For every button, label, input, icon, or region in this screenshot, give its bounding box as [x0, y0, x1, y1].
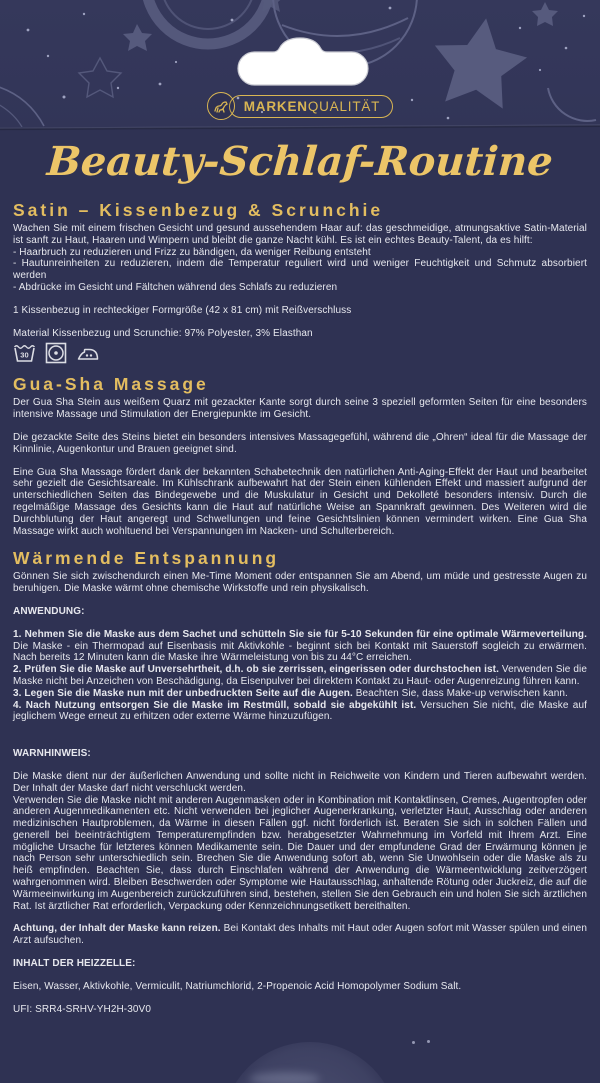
- warnhinweis-paragraph: Verwenden Sie die Maske nicht mit anderen Augenmasken oder in Kombination mit Kontaktlinsen, Cremes, Augentropfen oder anderen Augenmedikamenten etc. Nicht verwenden bei jeglicher Augenerkrankung, verletzter Haut, Ausschlag oder anderen medizinischen Hautproblemen, da Wärme in diesen Fällen ggf. nicht förderlich ist. Beraten Sie sich in solchen Fällen und generell bei beeinträchtigtem Temperaturempfinden bzw. herabgesetzter Wahrnehmung im Vorfeld mit Ihrem Arzt. Eine mögliche Ursache für letzteres können Medikamente sein. Die Dauer und der empfundene Grad der Erwärmung können je nach Person sehr unterschiedlich sein. Brechen Sie die Anwendung sofort ab, wenn Sie Unwohlsein oder die Maske als zu heiß empfinden. Beachten Sie, dass durch Einschlafen während der Anwendung die Wärmeentwicklung zeitverzögert wahrgenommen wird. Bleiben Beschwerden oder Symptome wie Hautausschlag, anhaltende Rötung oder Juckreiz, die auf die Wärmeeinwirkung im Augenbereich zurückzuführen sind, bestehen, stellen Sie den Gebrauch ein und holen Sie sich ärztlichen Rat. Ist ärztlicher Rat erforderlich, Verpackung oder Kennzeichnungsetikett bereithalten.: [13, 794, 587, 912]
- step-text: Beachten Sie, dass Make-up verwischen kann.: [352, 687, 568, 699]
- inhalt-text: Eisen, Wasser, Aktivkohle, Vermiculit, Natriumchlorid, 2-Propenoic Acid Homopolymer Sodium Salt.: [13, 980, 462, 992]
- waerme-intro: Gönnen Sie sich zwischendurch einen Me-Time Moment oder entspannen Sie am Abend, um müde und gestresste Augen zu beruhigen. Die Maske wärmt ohne chemische Wirkstoffe und rein physikalisch.: [13, 571, 587, 595]
- guasha-paragraph: Der Gua Sha Stein aus weißem Quarz mit gezackter Kante sorgt durch seine 3 speziell geformten Seiten für eine besonders intensive Massage und Stimulation der Energiepunkte im Gesicht.: [13, 397, 587, 421]
- satin-bullet: - Abdrücke im Gesicht und Fältchen während des Schlafs zu reduzieren: [13, 281, 338, 293]
- ufi-code: UFI: SRR4-SRHV-YH2H-30V0: [13, 1003, 151, 1015]
- satin-bullet: - Hautunreinheiten zu reduzieren, indem die Temperatur reguliert wird und weniger Feuchtigkeit und Schmutz absorbiert werden: [13, 258, 587, 282]
- achtung-note: [13, 923, 587, 947]
- satin-intro: Wachen Sie mit einem frischen Gesicht und gesund aussehendem Haar auf: das geschmeidige, atmungsaktive Satin-Material ist sanft zu Haut, Haaren und Wimpern und bleibt die ganze Nacht kühl. Es ist ein echtes Beauty-Talent, da es hilft:: [13, 223, 587, 246]
- anwendung-step: [13, 688, 587, 700]
- anwendung-label: ANWENDUNG:: [13, 605, 85, 617]
- step-lead: 1. Nehmen Sie die Maske aus dem Sachet und schütteln Sie sie für 5-10 Sekunden für eine optimale Wärmeverteilung.: [13, 628, 587, 640]
- satin-bullet: - Haarbruch zu reduzieren und Frizz zu bändigen, da weniger Reibung entsteht: [13, 246, 371, 258]
- section-heading-guasha: Gua-Sha Massage: [13, 374, 209, 395]
- guasha-paragraph: Eine Gua Sha Massage fördert dank der bekannten Schabetechnik den natürlichen Anti-Aging-Effekt der Haut und bearbeitet sehr gezielt die Gesichtsareale. Im Kühlschrank aufbewahrt hat der Stein einen kühlenden Effekt und massiert aufgrund der unterschiedlichen Seiten das Bindegewebe und die Muskulatur in Gesicht und Dekolleté besonders intensiv. Durch die regelmäßige Massage des Gesichts kann die Haut auf natürliche Weise an Spannkraft gewinnen. Des Weiteren wird die Durchblutung der Haut angeregt und Schwellungen und feine Gesichtslinien können vermindert wirken. Eine Gua Sha Massage wirkt auch wohltuend bei Verspannungen im Nacken- und Schulterbereich.: [13, 466, 587, 537]
- badge-text-qualitaet: QUALITÄT: [307, 98, 381, 114]
- care-symbols: [13, 342, 587, 364]
- section-heading-waerme: Wärmende Entspannung: [13, 548, 280, 569]
- panel-text-content: [0, 200, 600, 1015]
- warnhinweis-paragraph: Die Maske dient nur der äußerlichen Anwendung und sollte nicht in Reichweite von Kindern und Tieren aufbewahrt werden. Der Inhalt der Maske darf nicht verschluckt werden.: [13, 770, 587, 794]
- inhalt-label: INHALT DER HEIZZELLE:: [13, 958, 136, 970]
- step-text: Versuchen Sie nicht, die Maske auf jeglichem Wege erneut zu erhitzen oder externe Wärme hinzuzufügen.: [13, 699, 587, 723]
- satin-material: Material Kissenbezug und Scrunchie: 97% Polyester, 3% Elasthan: [13, 327, 313, 339]
- anwendung-step: [13, 664, 587, 688]
- step-text: Die Maske - ein Thermopad auf Eisenbasis mit Aktivkohle - beginnt sich bei Kontakt mit Sauerstoff sogleich zu erwärmen. Nach bereits 12 Minuten kann die Maske ihre Wärmeleistung von bis zu 44°C erreichen.: [13, 640, 587, 664]
- product-title: Beauty-Schlaf-Routine: [45, 137, 555, 185]
- warnhinweis-label: WARNHINWEIS:: [13, 748, 91, 760]
- achtung-text: Bei Kontakt des Inhalts mit Haut oder Augen sofort mit Wasser spülen und einen Arzt aufsuchen.: [13, 923, 587, 947]
- badge-text-marken: MARKEN: [243, 98, 308, 114]
- section-heading-satin: Satin – Kissenbezug & Scrunchie: [13, 200, 384, 220]
- bottom-moon-glow: [250, 1072, 320, 1083]
- top-flap: [0, 0, 600, 127]
- step-lead: 2. Prüfen Sie die Maske auf Unversehrtheit, d.h. ob sie zerrissen, eingerissen oder durchstochen ist.: [13, 664, 499, 676]
- achtung-lead: Achtung, der Inhalt der Maske kann reizen.: [13, 923, 221, 935]
- centaur-emblem-icon: [207, 92, 235, 120]
- anwendung-step: [13, 700, 587, 724]
- anwendung-step: [13, 629, 587, 664]
- step-lead: 4. Nach Nutzung entsorgen Sie die Maske im Restmüll, sobald sie abgekühlt ist.: [13, 699, 417, 711]
- iron-icon: [76, 342, 100, 364]
- tumble-dry-icon: [45, 342, 67, 364]
- quality-badge-label: [229, 95, 393, 118]
- star-dot: [412, 1041, 415, 1044]
- svg-text:30: 30: [20, 350, 29, 360]
- step-lead: 3. Legen Sie die Maske nun mit der unbedruckten Seite auf die Augen.: [13, 687, 353, 699]
- star-dot: [427, 1040, 430, 1043]
- wash-30-icon: [13, 342, 36, 364]
- step-text: Verwenden Sie die Maske nicht bei Anzeichen von Beschädigung, da Eisenpulver bei direktem Kontakt zu Haut- oder Augenreizung führen kann.: [13, 664, 587, 687]
- satin-contents: 1 Kissenbezug in rechteckiger Formgröße (42 x 81 cm) mit Reißverschluss: [13, 304, 352, 316]
- guasha-paragraph: Die gezackte Seite des Steins bietet ein besonders intensives Massagegefühl, während die „Ohren“ ideal für die Massage der Kinnlinie, Augenkontur und Brauen geeignet sind.: [13, 431, 587, 455]
- quality-badge: [0, 92, 600, 120]
